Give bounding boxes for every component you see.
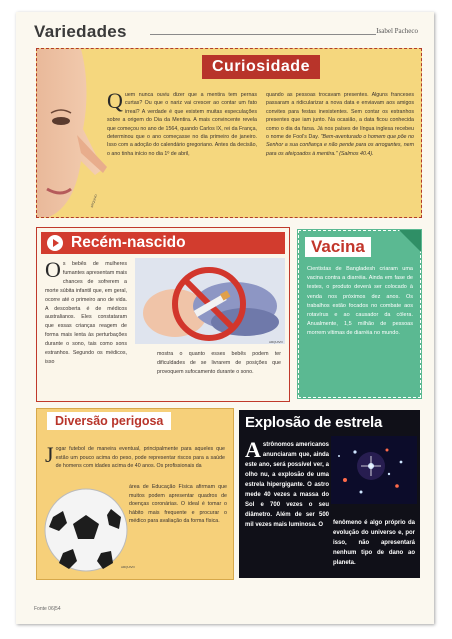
diversao-box <box>36 408 234 580</box>
diversao-title: Diversão perigosa <box>47 412 171 430</box>
vacina-title: Vacina <box>305 237 371 257</box>
photo-credit: ARQUIVO <box>269 340 283 344</box>
photo-credit: ARQUIVO <box>121 565 135 569</box>
explosao-title: Explosão de estrela <box>245 414 383 431</box>
dropcap: O <box>45 257 61 282</box>
explosao-col2: fenômeno é algo próprio da evolução do universo e, por isso, não apresentará nenhum tipo de dano ao planeta. <box>333 520 415 566</box>
vacina-text: Cientistas de Bangladesh criaram uma vacina contra a diarréia. Ainda em fase de testes, o produto deverá ser colocado à venda nos próximos dez anos. Os trabalhos estão focados no combate aos rotavírus e ao causador da cólera. Anualmente, 1,5 milhão de pessoas morrem vítimas de diarréia no mundo. <box>307 266 413 337</box>
recem-text2: mostra o quanto esses bebês podem ter dificuldades de se livrarem de posições que provoquem sufocamento durante o sono. <box>157 351 281 375</box>
header-rule <box>150 34 376 35</box>
curiosidade-box <box>36 48 422 218</box>
recem-col2 <box>157 350 281 377</box>
photo-credit: ARQUIVO <box>89 193 99 209</box>
recem-text1: s bebês de mulheres fumantes apresentam mais chances de sofrerem a morte súbita infantil que, em geral, ocorre até o primeiro ano de vida. A descoberta é de médicos australianos. Eles constataram que essas crianças reagem de forma mais lenta às perturbações durante o sono, tais como sons estranhos. Segundo os médicos, isso <box>45 261 127 365</box>
curiosidade-col2 <box>266 91 414 158</box>
explosao-col1 <box>245 437 329 530</box>
curiosidade-text1: uem nunca ouviu dizer que a mentira tem pernas curtas? Ou que o nariz vai crescer ao contar um fato irreal? A verdade é que existem muitas especulações sobre a origem do Dia da Mentira. A mais convincente revela que começou no ano de 1564, quando Carlos IX, rei da França, determinou que o ano começasse no dia primeiro de janeiro. Isso com a adoção do calendário gregoriano. Antes da decisão, o ano tinha início no dia 1º de abril, <box>107 92 257 157</box>
explosao-box <box>239 410 420 578</box>
soccer-ball-image <box>41 487 131 573</box>
curiosidade-col1 <box>107 88 257 158</box>
recem-title: Recém-nascido <box>71 234 186 251</box>
magazine-page <box>16 12 434 624</box>
diversao-text1 <box>45 442 225 471</box>
curiosidade-quote: "Bem-aventurado o homem que põe no Senhor a sua confiança e não pende para os arrogantes, nem para os afeiçoados à mentira." (Salmos 40.4). <box>266 134 414 157</box>
vacina-box <box>298 230 421 398</box>
pinocchio-face-image <box>37 49 107 217</box>
folded-corner <box>399 230 421 252</box>
recem-header-bar <box>41 232 285 254</box>
baby-no-smoking-image <box>135 258 285 344</box>
dropcap: A <box>245 437 261 462</box>
star-field-image <box>331 436 417 504</box>
page-footer: Fonte 06|54 <box>34 606 61 612</box>
section-title: Variedades <box>34 22 127 41</box>
curiosidade-text2: quando as pessoas trocavam presentes. Alguns franceses passaram a ridicularizar a nova data e enviavam aos amigos convites para festas inexistentes. Sem contar os estranhos presentes que iam junto. Na ocasião, a data ficou conhecida como o dia da farsa. Já nos países de língua inglesa recebeu o nome de Fool's Day. <box>266 92 414 141</box>
diversao-body1: ogar futebol de maneira eventual, principalmente para aqueles que estão um pouco acima do peso, pode representar riscos para a saúde de homens com idades acima de 40 anos. Os profissionais da <box>55 446 225 470</box>
play-arrow-icon <box>47 235 63 251</box>
author-name: Isabel Pacheco <box>376 27 418 35</box>
diversao-text2: área de Educação Física afirmam que muitos podem apresentar quadros de doenças coronárias. O ideal é tomar o hábito mais frequente e procurar o médico para avaliação da forma física. <box>129 484 227 525</box>
curiosidade-title: Curiosidade <box>202 55 320 79</box>
explosao-text1: strônomos americanos anunciaram que, ainda este ano, será possível ver, a olho nu, a explosão de uma estrela hipergigante. O astro mede 40 vezes a massa do Sol e 700 vezes o seu diâmetro. Além de ser 500 mil vezes mais luminosa. O <box>245 442 329 528</box>
dropcap: Q <box>107 88 123 113</box>
recem-nascido-box <box>36 227 290 402</box>
recem-col1 <box>45 257 127 367</box>
dropcap: J <box>45 442 54 467</box>
